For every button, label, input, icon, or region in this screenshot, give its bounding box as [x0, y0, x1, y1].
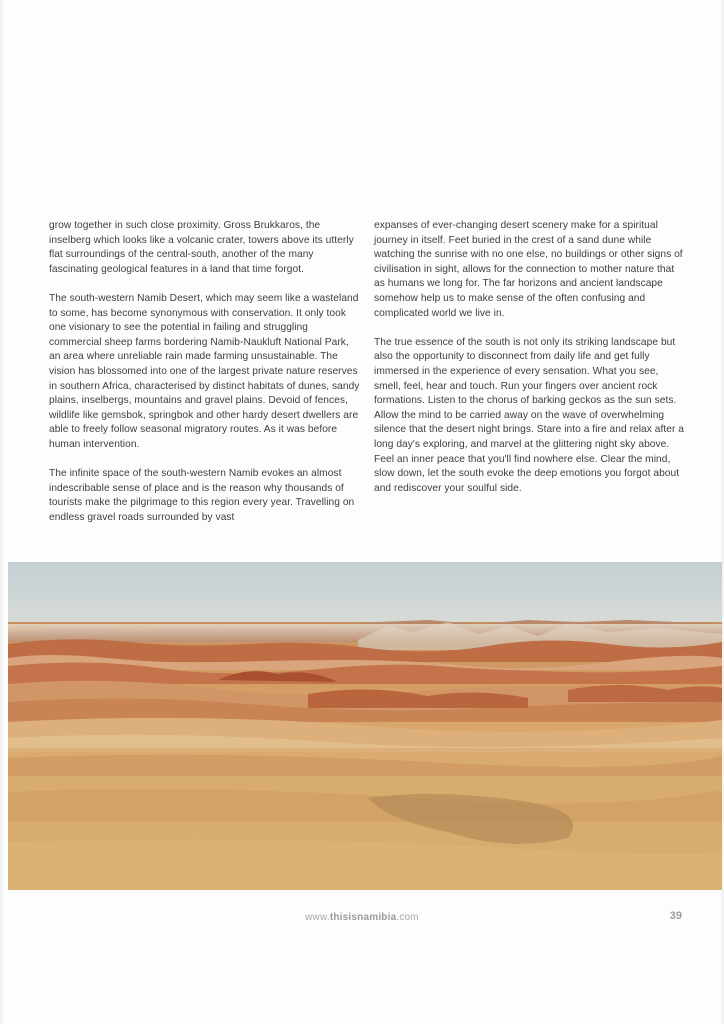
scan-edge: [0, 0, 6, 1024]
article-paragraph: grow together in such close proximity. Gross Brukkaros, the inselberg which looks like a volcanic crater, towers above its utterly flat surroundings of the central-south, another of the many fascinating geological features in a land that time forgot.: [49, 220, 354, 275]
url-prefix: www.: [305, 912, 330, 923]
article-paragraph: The true essence of the south is not only its striking landscape but also the opportunity to disconnect from daily life and get fully immersed in the experience of every sensation. What you see, smell, feel, hear and touch. Run your fingers over ancient rock formations. Listen to the chorus of barking geckos as the sun sets. Allow the mind to be carried away on the wave of overwhelming silence that the desert night brings. Stare into a fire and relax after a long day's exploring, and marvel at the glittering night sky above. Feel an inner peace that you'll find nowhere else. Clear the mind, slow down, let the south evoke the deep emotions you forgot about and rediscover your soulful side.: [374, 336, 685, 494]
article-column-left: [49, 219, 361, 540]
page-number: 39: [669, 910, 682, 922]
article-column-right: [374, 219, 686, 511]
footer-website-url[interactable]: [0, 912, 724, 923]
article-paragraph: expanses of ever-changing desert scenery make for a spiritual journey in itself. Feet buried in the crest of a sand dune while watching the sunrise with no one else, no buildings or other signs of civilisation in sight, allows for the connection to mother nature that as humans we long for. The far horizons and ancient landscape somehow help us to make sense of the often confusing and complicated world we live in.: [374, 220, 683, 319]
article-paragraph: The infinite space of the south-western Namib evokes an almost indescribable sense of place and is the reason why thousands of tourists make the pilgrimage to this region every year. Travelling on endless gravel roads surrounded by vast: [49, 468, 355, 523]
url-brand: thisisnamibia: [329, 912, 397, 923]
article-paragraph: The south-western Namib Desert, which may seem like a wasteland to some, has become synonymous with conservation. It only took one visionary to see the potential in failing and struggling commercial sheep farms bordering Namib-Naukluft National Park, an area where unreliable rain made farming unsustainable. The vision has blossomed into one of the largest private nature reserves in southern Africa, characterised by distinct habitats of dunes, sandy plains, inselbergs, mountains and gravel plains. Devoid of fences, wildlife like gemsbok, springbok and other hardy desert dwellers are able to freely follow seasonal migratory routes. As it was before human intervention.: [49, 292, 360, 450]
desert-landscape-photo: [8, 562, 722, 890]
url-suffix: .com: [396, 912, 419, 923]
desert-landscape-illustration: [8, 562, 722, 890]
